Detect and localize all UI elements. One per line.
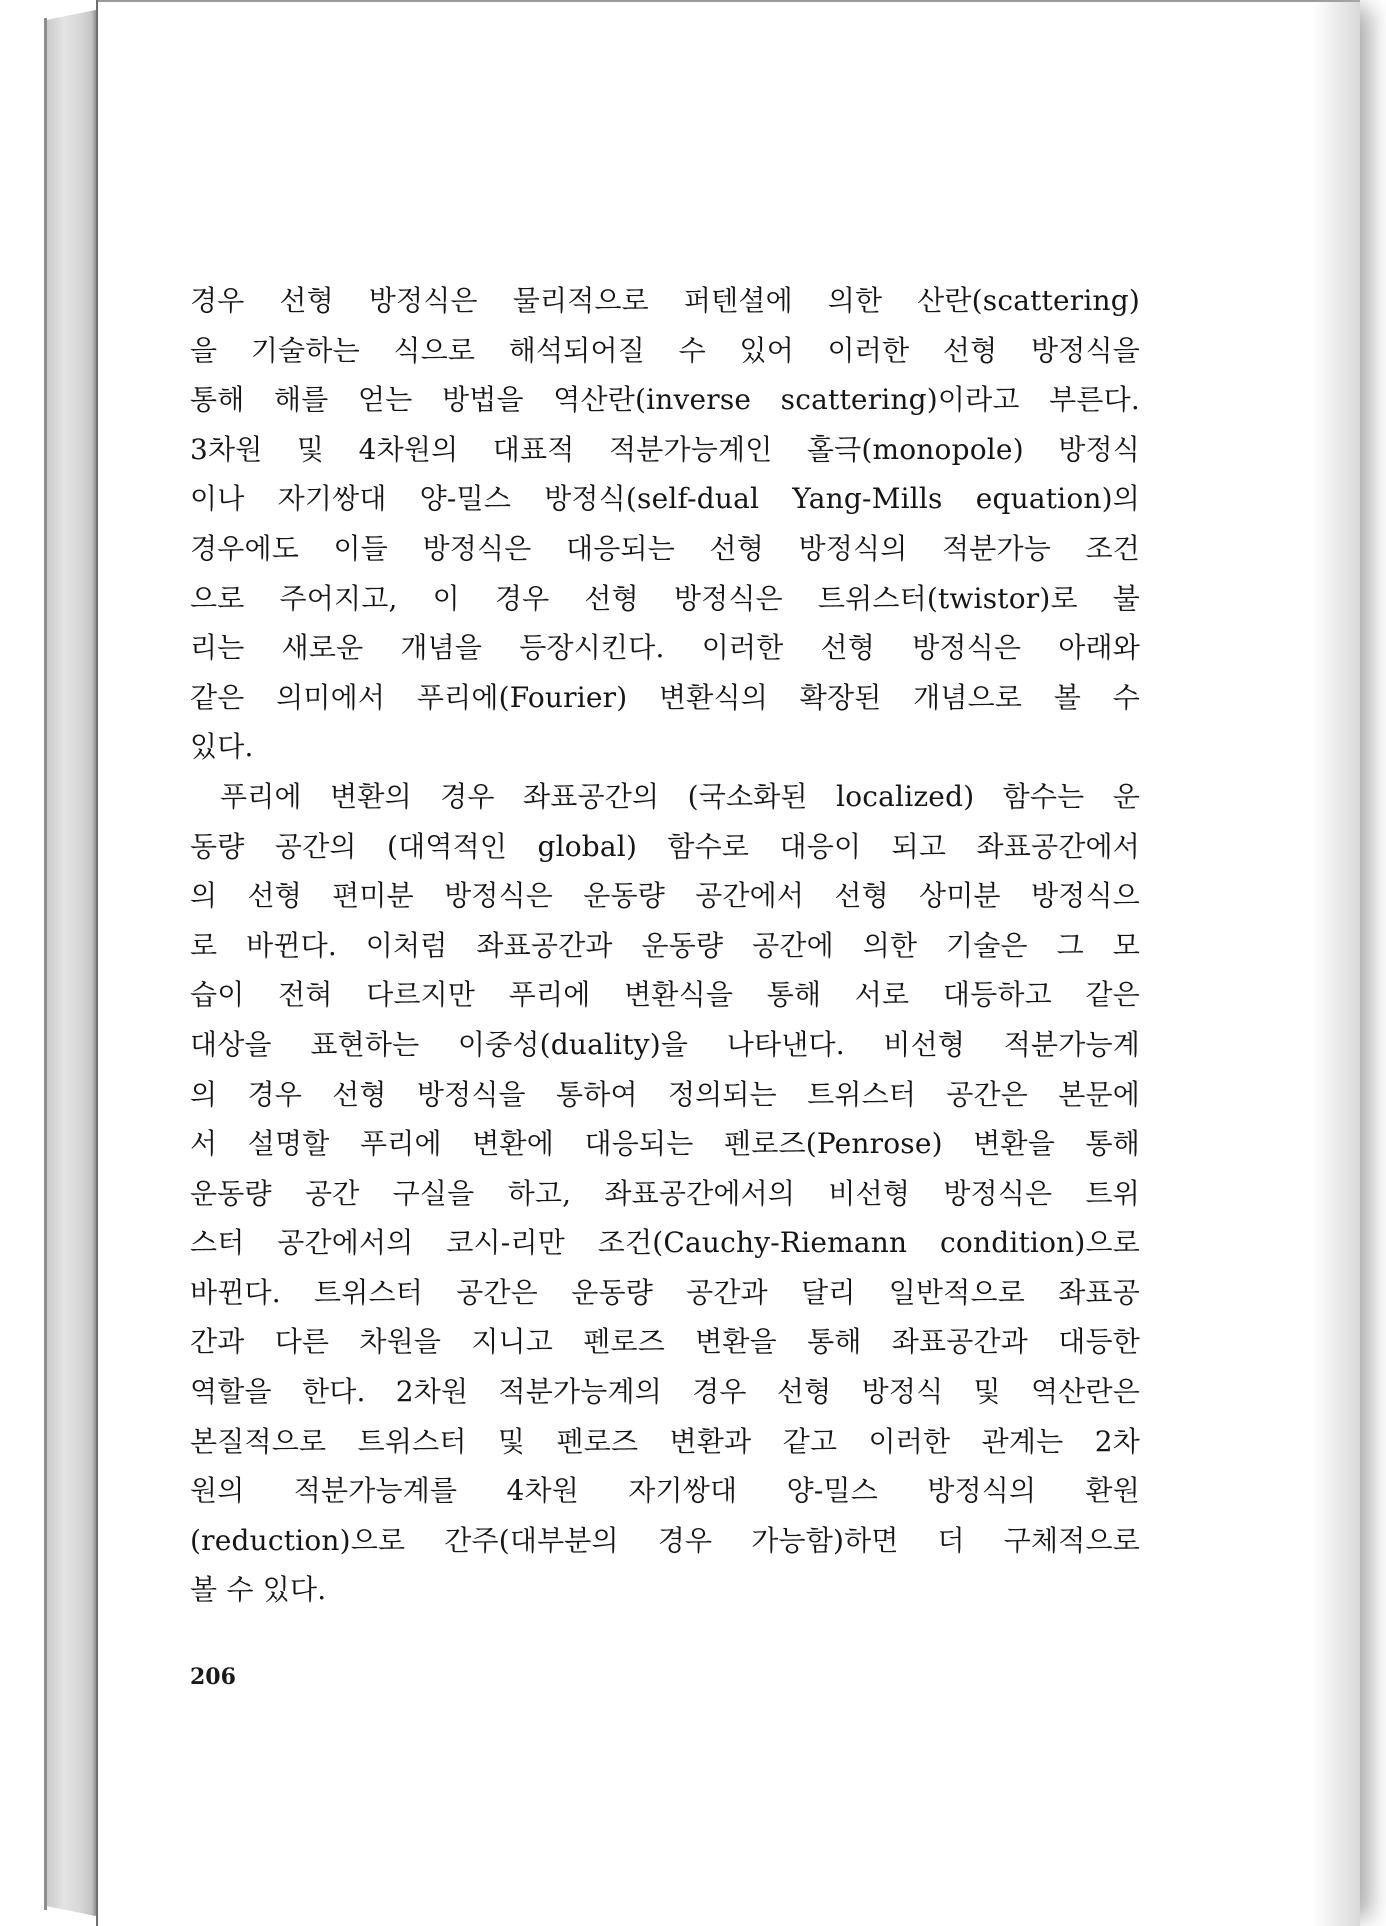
text-line: 운동량 공간 구실을 하고, 좌표공간에서의 비선형 방정식은 트위 xyxy=(190,1176,1140,1210)
text-line: 본질적으로 트위스터 및 펜로즈 변환과 같고 이러한 관계는 2차 xyxy=(190,1424,1140,1458)
text-line: 바뀐다. 트위스터 공간은 운동량 공간과 달리 일반적으로 좌표공 xyxy=(190,1275,1140,1309)
text-line: 동량 공간의 (대역적인 global) 함수로 대응이 되고 좌표공간에서 xyxy=(190,829,1140,863)
text-line: 습이 전혀 다르지만 푸리에 변환식을 통해 서로 대등하고 같은 xyxy=(190,978,1140,1012)
text-line: 있다. xyxy=(190,730,254,764)
page-right-shadow xyxy=(1312,0,1360,1926)
text-line: 역할을 한다. 2차원 적분가능계의 경우 선형 방정식 및 역산란은 xyxy=(190,1375,1140,1409)
text-line: 의 경우 선형 방정식을 통하여 정의되는 트위스터 공간은 본문에 xyxy=(190,1077,1140,1111)
text-line: 같은 의미에서 푸리에(Fourier) 변환식의 확장된 개념으로 볼 수 xyxy=(190,680,1140,714)
text-line: 푸리에 변환의 경우 좌표공간의 (국소화된 localized) 함수는 운 xyxy=(220,779,1140,813)
text-line: 3차원 및 4차원의 대표적 적분가능계인 홀극(monopole) 방정식 xyxy=(190,432,1140,466)
text-line: 스터 공간에서의 코시-리만 조건(Cauchy-Riemann condition)으로 xyxy=(190,1226,1140,1260)
text-line: 서 설명할 푸리에 변환에 대응되는 펜로즈(Penrose) 변환을 통해 xyxy=(190,1127,1140,1161)
text-line: 경우에도 이들 방정식은 대응되는 선형 방정식의 적분가능 조건 xyxy=(190,531,1140,565)
text-line: 으로 주어지고, 이 경우 선형 방정식은 트위스터(twistor)로 불 xyxy=(190,581,1140,615)
book-spine xyxy=(46,10,96,1916)
text-line: 이나 자기쌍대 양-밀스 방정식(self-dual Yang-Mills equation)의 xyxy=(190,482,1140,516)
text-line: 을 기술하는 식으로 해석되어질 수 있어 이러한 선형 방정식을 xyxy=(190,333,1140,367)
text-line: 볼 수 있다. xyxy=(190,1573,327,1607)
book-spine-edge xyxy=(44,18,47,1910)
text-line: 로 바뀐다. 이처럼 좌표공간과 운동량 공간에 의한 기술은 그 모 xyxy=(190,928,1140,962)
page-number: 206 xyxy=(190,1664,236,1690)
text-line: 간과 다른 차원을 지니고 펜로즈 변환을 통해 좌표공간과 대등한 xyxy=(190,1325,1140,1359)
body-text xyxy=(190,276,1140,1615)
text-line: 의 선형 편미분 방정식은 운동량 공간에서 선형 상미분 방정식으 xyxy=(190,879,1140,913)
text-line: 원의 적분가능계를 4차원 자기쌍대 양-밀스 방정식의 환원 xyxy=(190,1474,1140,1508)
text-line: (reduction)으로 간주(대부분의 경우 가능함)하면 더 구체적으로 xyxy=(190,1523,1140,1557)
text-line: 대상을 표현하는 이중성(duality)을 나타낸다. 비선형 적분가능계 xyxy=(190,1027,1140,1061)
text-line: 경우 선형 방정식은 물리적으로 퍼텐셜에 의한 산란(scattering) xyxy=(190,284,1140,317)
text-line: 리는 새로운 개념을 등장시킨다. 이러한 선형 방정식은 아래와 xyxy=(190,631,1140,665)
page-top-edge xyxy=(98,0,1360,2)
text-line: 통해 해를 얻는 방법을 역산란(inverse scattering)이라고 부른다. xyxy=(190,383,1140,417)
